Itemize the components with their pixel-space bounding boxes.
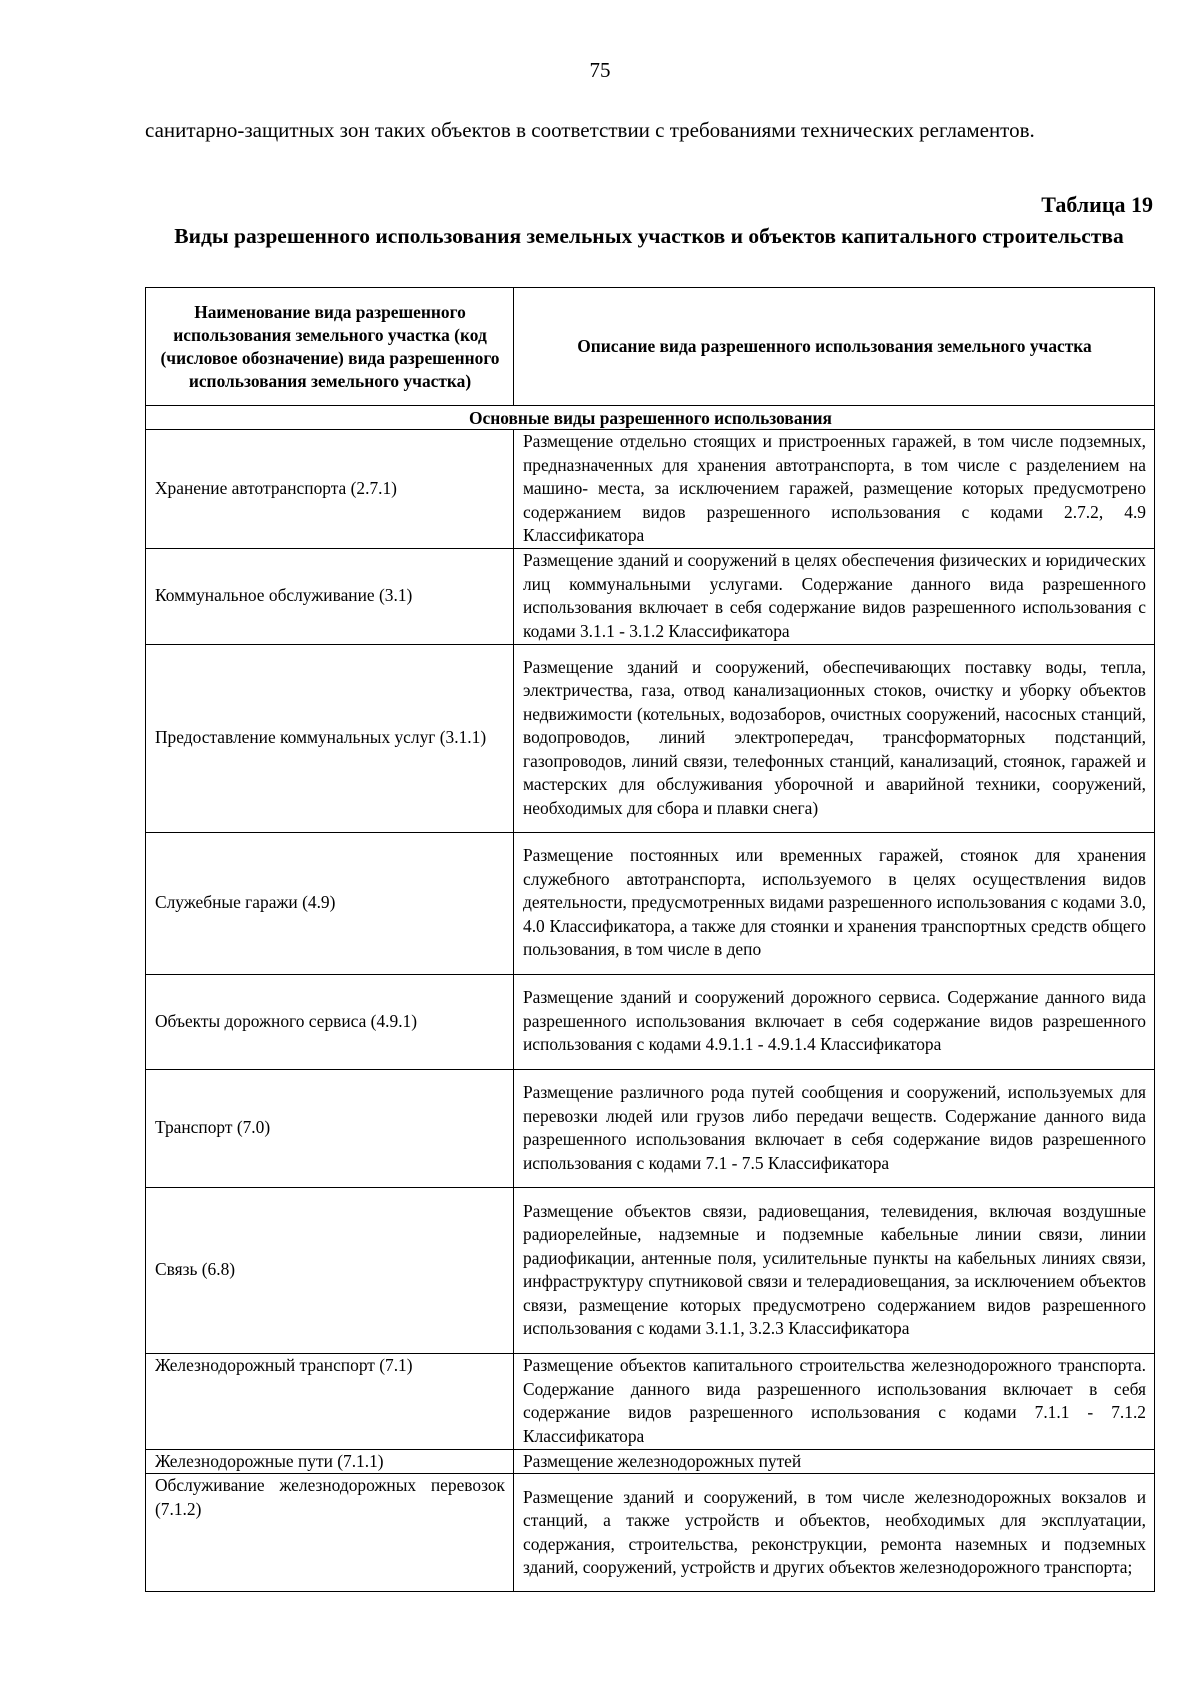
row-description: Размещение железнодорожных путей xyxy=(514,1449,1155,1474)
table-title: Виды разрешенного использования земельных участков и объектов капитального строительства xyxy=(174,224,1124,248)
table-row xyxy=(146,1069,1155,1187)
table-header-row xyxy=(146,288,1155,406)
page-number: 75 xyxy=(589,58,611,82)
table-row xyxy=(146,1187,1155,1353)
row-description: Размещение объектов капитального строительства железнодорожного транспорта. Содержание данного вида разрешенного использования включает в себя содержание видов разрешенного использования с кодами 7.1.1 - 7.1.2 Классификатора xyxy=(514,1353,1155,1449)
table-row xyxy=(146,1474,1155,1592)
row-description: Размещение постоянных или временных гаражей, стоянок для хранения служебного автотранспорта, используемого в целях осуществления видов деятельности, предусмотренных видами разрешенного использования с кодами 3.0, 4.0 Классификатора, а также для стоянки и хранения транспортных средств общего пользования, в том числе в депо xyxy=(514,832,1155,974)
table-row xyxy=(146,832,1155,974)
table-row xyxy=(146,1449,1155,1474)
section-title: Основные виды разрешенного использования xyxy=(146,406,1155,430)
row-description: Размещение различного рода путей сообщения и сооружений, используемых для перевозки людей или грузов либо передачи веществ. Содержание данного вида разрешенного использования включает в себя содержание видов разрешенного использования с кодами 7.1 - 7.5 Классификатора xyxy=(514,1069,1155,1187)
row-name: Хранение автотранспорта (2.7.1) xyxy=(146,430,514,549)
land-use-table xyxy=(145,287,1155,1592)
row-description: Размещение зданий и сооружений, в том числе железнодорожных вокзалов и станций, а также устройств и объектов, необходимых для эксплуатации, содержания, строительства, реконструкции, ремонта наземных и подземных зданий, сооружений, устройств и других объектов железнодорожного транспорта; xyxy=(514,1474,1155,1592)
row-description: Размещение объектов связи, радиовещания, телевидения, включая воздушные радиорелейные, надземные и подземные кабельные линии связи, линии радиофикации, антенные поля, усилительные пункты на кабельных линиях связи, инфраструктуру спутниковой связи и телерадиовещания, за исключением объектов связи, размещение которых предусмотрено содержанием видов разрешенного использования с кодами 3.1.1, 3.2.3 Классификатора xyxy=(514,1187,1155,1353)
intro-paragraph: санитарно-защитных зон таких объектов в соответствии с требованиями технических регламентов. xyxy=(145,118,1035,142)
table-row xyxy=(146,1353,1155,1449)
row-name: Объекты дорожного сервиса (4.9.1) xyxy=(146,974,514,1069)
table-row xyxy=(146,430,1155,549)
column-header-name: Наименование вида разрешенного использования земельного участка (код (числовое обозначение) вида разрешенного использования земельного участка) xyxy=(146,288,514,406)
row-name: Обслуживание железнодорожных перевозок (7.1.2) xyxy=(146,1474,514,1592)
row-name: Коммунальное обслуживание (3.1) xyxy=(146,548,514,644)
row-name: Предоставление коммунальных услуг (3.1.1) xyxy=(146,644,514,832)
row-description: Размещение зданий и сооружений, обеспечивающих поставку воды, тепла, электричества, газа, отвод канализационных стоков, очистку и уборку объектов недвижимости (котельных, водозаборов, очистных сооружений, насосных станций, водопроводов, линий электропередач, трансформаторных подстанций, газопроводов, линий связи, телефонных станций, канализаций, стоянок, гаражей и мастерских для обслуживания уборочной и аварийной техники, сооружений, необходимых для сбора и плавки снега) xyxy=(514,644,1155,832)
row-name: Железнодорожный транспорт (7.1) xyxy=(146,1353,514,1449)
table-row xyxy=(146,974,1155,1069)
row-description: Размещение отдельно стоящих и пристроенных гаражей, в том числе подземных, предназначенных для хранения автотранспорта, в том числе с разделением на машино- места, за исключением гаражей, размещение которых предусмотрено содержанием видов разрешенного использования с кодами 2.7.2, 4.9 Классификатора xyxy=(514,430,1155,549)
row-name: Транспорт (7.0) xyxy=(146,1069,514,1187)
table-row xyxy=(146,548,1155,644)
row-name: Связь (6.8) xyxy=(146,1187,514,1353)
row-description: Размещение зданий и сооружений дорожного сервиса. Содержание данного вида разрешенного использования включает в себя содержание видов разрешенного использования с кодами 4.9.1.1 - 4.9.1.4 Классификатора xyxy=(514,974,1155,1069)
row-name: Железнодорожные пути (7.1.1) xyxy=(146,1449,514,1474)
column-header-description: Описание вида разрешенного использования земельного участка xyxy=(514,288,1155,406)
table-label: Таблица 19 xyxy=(1041,192,1153,217)
section-row xyxy=(146,406,1155,430)
row-name: Служебные гаражи (4.9) xyxy=(146,832,514,974)
table-row xyxy=(146,644,1155,832)
row-description: Размещение зданий и сооружений в целях обеспечения физических и юридических лиц коммунальными услугами. Содержание данного вида разрешенного использования включает в себя содержание видов разрешенного использования с кодами 3.1.1 - 3.1.2 Классификатора xyxy=(514,548,1155,644)
